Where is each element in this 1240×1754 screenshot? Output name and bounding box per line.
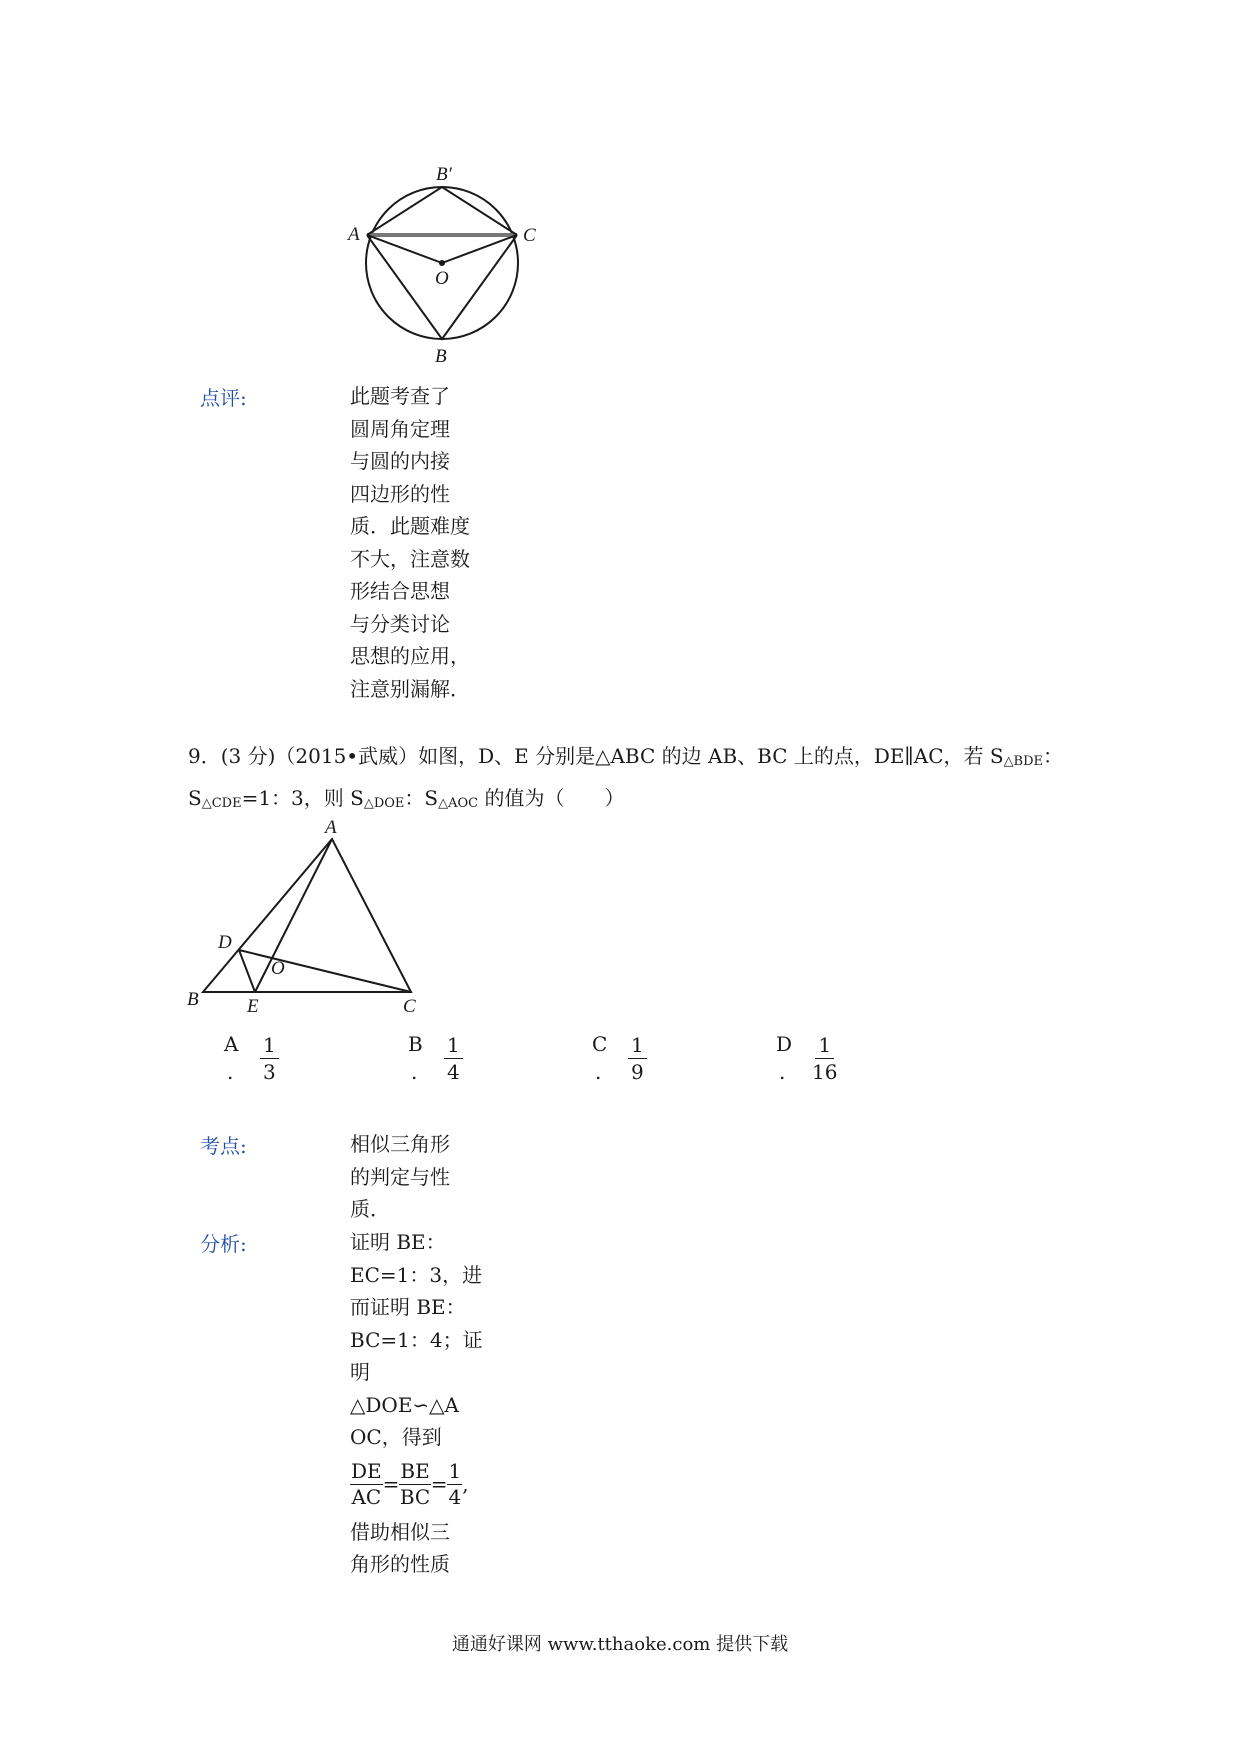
label-o: O — [271, 958, 285, 979]
fenxi-line: EC=1：3，进 — [350, 1262, 483, 1287]
circle-figure — [340, 160, 560, 370]
comment-line: 四边形的性 — [350, 481, 450, 506]
option-fraction: $\frac{1}{9}$ — [628, 1032, 647, 1085]
label-b-prime: B′ — [436, 164, 452, 185]
fenxi-label: 分析: — [200, 1232, 247, 1256]
comment-text — [350, 380, 490, 705]
kaodian-label: 考点: — [200, 1134, 247, 1158]
comment-line: 思想的应用， — [350, 644, 470, 668]
question-9 — [188, 738, 1088, 822]
option-dot: . — [595, 1060, 602, 1084]
kaodian-line: 相似三角形 — [350, 1132, 450, 1156]
fenxi-line: OC，得到 — [350, 1425, 442, 1449]
fenxi-line: 而证明 BE： — [350, 1295, 466, 1319]
fraction-1-4: $\frac{1}{4}$ — [448, 1459, 462, 1509]
label-a: A — [325, 817, 337, 838]
quad-ab-prime-c — [367, 187, 517, 235]
label-a: A — [348, 224, 360, 245]
kaodian-line: 质． — [350, 1197, 390, 1221]
comment-line: 与圆的内接 — [350, 449, 450, 473]
option-dot: . — [227, 1060, 234, 1084]
comment-line: 注意别漏解． — [350, 676, 470, 701]
fenxi-line: BC=1：4；证 — [350, 1327, 483, 1352]
option-fraction: $\frac{1}{4}$ — [444, 1032, 463, 1085]
fraction-be-bc: $\frac{BE}{BC}$ — [399, 1459, 431, 1509]
comment-line: 形结合思想 — [350, 579, 450, 603]
center-point-o — [439, 260, 445, 266]
comment-line: 圆周角定理 — [350, 416, 450, 441]
triangle-figure — [185, 815, 425, 1025]
fenxi-text — [350, 1226, 490, 1581]
option-letter: A — [224, 1032, 239, 1056]
fenxi-line: 角形的性质 — [350, 1552, 450, 1576]
footer: 通通好课网 www.tthaoke.com 提供下载 — [451, 1634, 789, 1655]
option-letter: D — [776, 1032, 793, 1056]
fenxi-line: 借助相似三 — [350, 1519, 450, 1544]
comment-label: 点评: — [200, 386, 247, 410]
option-dot: . — [779, 1060, 786, 1084]
question-line-2: $S_{\triangle CDE}=1$：3，则 $S_{\triangle DOE}$：$S_{\triangle AOC}$ 的值为（ ） — [188, 786, 625, 811]
label-d: D — [218, 932, 232, 953]
comment-line: 质．此题难度 — [350, 514, 470, 538]
label-b: B — [187, 989, 199, 1010]
comment-line: 此题考查了 — [350, 384, 450, 408]
label-b: B — [435, 346, 447, 367]
label-c: C — [403, 996, 416, 1017]
question-line-1: 9．(3 分)（2015•武威）如图，D、E 分别是△ABC 的边 AB、BC 上的点，DE∥AC，若 $S_{\triangle BDE}$： — [188, 744, 1064, 769]
label-e: E — [247, 996, 259, 1017]
fenxi-line: 明 — [350, 1360, 370, 1384]
triangle-abc — [203, 839, 411, 992]
option-fraction: $\frac{1}{16}$ — [812, 1033, 838, 1084]
label-o: O — [435, 268, 449, 289]
comment-line: 与分类讨论 — [350, 611, 450, 636]
fraction-de-ac: $\frac{DE}{AC}$ — [351, 1459, 382, 1509]
comment-line: 不大，注意数 — [350, 546, 470, 571]
option-fraction: $\frac{1}{3}$ — [260, 1032, 279, 1085]
option-letter: C — [592, 1032, 608, 1056]
kaodian-line: 的判定与性 — [350, 1164, 450, 1189]
option-dot: . — [411, 1060, 418, 1084]
fenxi-line: △DOE∽△A — [350, 1392, 459, 1417]
fenxi-fraction-line: $\frac{DE}{AC}$ = $\frac{BE}{BC}$ = $\frac{1}{4}$ , — [351, 1459, 469, 1509]
fenxi-line: 证明 BE： — [350, 1230, 446, 1254]
kaodian-text — [350, 1128, 490, 1226]
option-letter: B — [408, 1032, 423, 1056]
segment-de — [239, 950, 255, 992]
label-c: C — [523, 225, 536, 246]
